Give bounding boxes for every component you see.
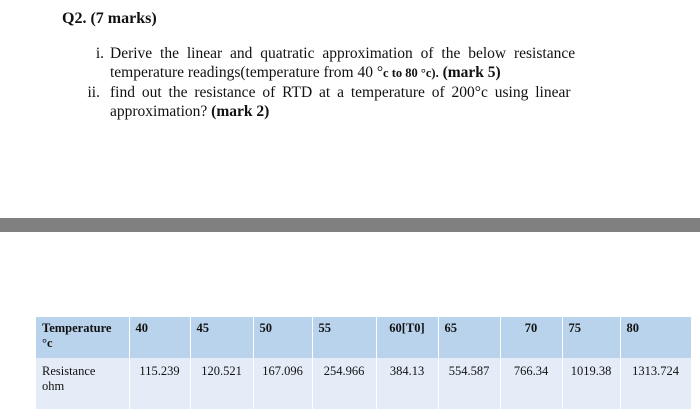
item-1-marks: (mark 5) <box>442 64 501 81</box>
resistance-cell: 115.239 <box>129 358 190 409</box>
item-number: i. <box>95 45 104 62</box>
resistance-cell: 254.966 <box>312 358 376 409</box>
item-1-range: c to 80 °c). <box>383 66 439 80</box>
item-2-marks: (mark 2) <box>211 103 270 120</box>
question-block <box>62 8 682 121</box>
item-1-line-1: Derive the linear and quatratic approximation of the below resistance <box>110 45 576 62</box>
resistance-row <box>36 358 691 409</box>
temperature-unit: °c <box>42 336 53 350</box>
temp-cell: 60[T0] <box>376 317 438 358</box>
question-item-2 <box>62 83 682 121</box>
item-1-text: temperature readings(temperature from 40 ° <box>110 64 384 81</box>
temp-cell: 55 <box>312 317 376 358</box>
question-item-1 <box>62 44 682 83</box>
temp-cell: 70 <box>500 317 562 358</box>
temp-cell: 80 <box>620 317 691 358</box>
temperature-label <box>36 317 129 358</box>
item-2-line-2 <box>110 102 682 121</box>
temp-cell: 40 <box>129 317 190 358</box>
divider-bar <box>0 218 700 232</box>
resistance-cell: 1313.724 <box>620 358 691 409</box>
temperature-row <box>36 317 691 358</box>
resistance-label-text: Resistance <box>42 364 96 378</box>
temp-cell: 45 <box>190 317 253 358</box>
question-items <box>62 44 682 121</box>
data-table <box>36 317 691 409</box>
resistance-cell: 766.34 <box>500 358 562 409</box>
resistance-cell: 384.13 <box>376 358 438 409</box>
temp-cell: 65 <box>438 317 500 358</box>
resistance-cell: 167.096 <box>253 358 312 409</box>
item-1-line-2 <box>110 63 682 83</box>
temperature-label-text: Temperature <box>42 321 112 335</box>
resistance-label <box>36 358 129 409</box>
item-2-text: approximation? <box>110 103 208 120</box>
resistance-cell: 120.521 <box>190 358 253 409</box>
resistance-cell: 554.587 <box>438 358 500 409</box>
temp-cell: 75 <box>562 317 620 358</box>
resistance-unit: ohm <box>42 379 65 393</box>
question-title: Q2. (7 marks) <box>62 10 157 27</box>
temp-cell: 50 <box>253 317 312 358</box>
resistance-cell: 1019.38 <box>562 358 620 409</box>
item-2-line-1: find out the resistance of RTD at a temperature of 200°c using linear <box>110 84 571 101</box>
rtd-table <box>36 317 692 409</box>
item-number: ii. <box>87 84 100 101</box>
